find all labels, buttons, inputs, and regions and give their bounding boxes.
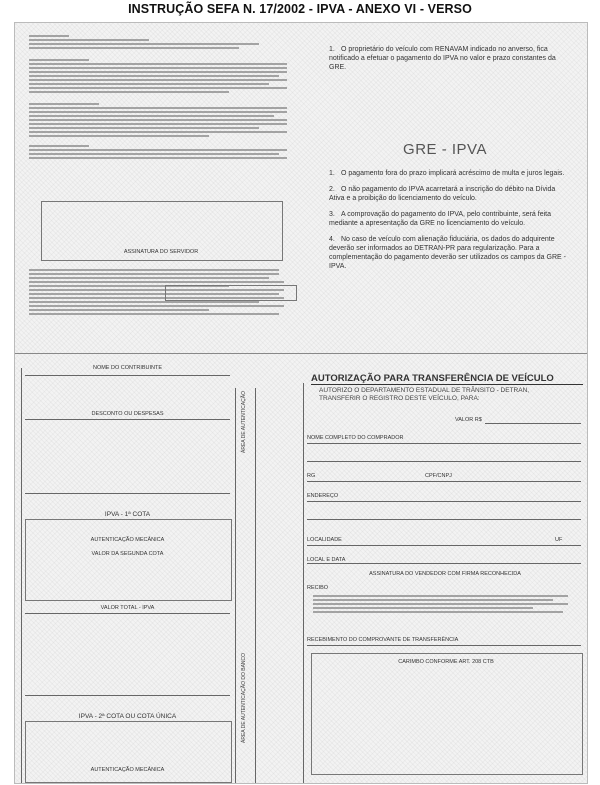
stub-label: IPVA - 2ª COTA OU COTA ÚNICA	[78, 713, 177, 720]
stub-auth-box-2	[25, 721, 232, 783]
instruction-text-block	[29, 33, 289, 161]
stamp-box	[311, 653, 583, 775]
field-nome: NOME COMPLETO DO COMPRADOR	[307, 435, 404, 441]
document-sheet	[14, 22, 588, 784]
field-uf: UF	[555, 537, 563, 543]
form-rule	[307, 545, 581, 546]
field-endereco: ENDEREÇO	[307, 493, 339, 499]
stub-divider	[235, 388, 236, 783]
middle-divider	[15, 353, 587, 354]
notice-item-1: 1. O proprietário do veículo com RENAVAM indicado no anverso, fica notificado a efetuar o pagamento do IPVA no valor e prazo constantes da GRE.	[329, 46, 556, 71]
notice-item: 2. O não pagamento do IPVA acarretará a inscrição do débito na Dívida Ativa e a proibição do licenciamento do veículo.	[329, 186, 556, 202]
vertical-label: ÁREA DE AUTENTICAÇÃO DO BANCO	[241, 652, 247, 743]
form-rule	[307, 443, 581, 444]
stub-rule	[25, 695, 230, 696]
form-rule	[307, 461, 581, 462]
notice-item: 3. A comprovação do pagamento do IPVA, pelo contribuinte, será feita mediante a apresentação da GRE no licenciamento do veículo.	[329, 211, 551, 227]
notice-item: 4. No caso de veículo com alienação fiduciária, os dados do adquirente deverão ser informados ao DETRAN-PR para regularização. Para a complementação do pagamento deverão ser utilizados os campos da GRE - IPVA.	[329, 236, 566, 270]
stamp-caption: CARIMBO CONFORME ART. 208 CTB	[398, 659, 494, 665]
fine-print-inner-box	[165, 285, 297, 301]
field-cpf: CPF/CNPJ	[425, 473, 452, 479]
stub-label: IPVA - 1ª COTA	[104, 511, 151, 518]
page-title: INSTRUÇÃO SEFA N. 17/2002 - IPVA - ANEXO VI - VERSO	[128, 2, 472, 16]
authorization-subtitle: AUTORIZO O DEPARTAMENTO ESTADUAL DE TRÂNSITO - DETRAN, TRANSFERIR O REGISTRO DESTE VEÍCULO, PARA:	[319, 387, 530, 402]
stub-left-edge	[21, 368, 22, 783]
authorization-title: AUTORIZAÇÃO PARA TRANSFERÊNCIA DE VEÍCULO	[311, 373, 583, 385]
stub-label: AUTENTICAÇÃO MECÂNICA	[90, 537, 165, 543]
stub-auth-box	[25, 519, 232, 601]
signature-caption: ASSINATURA DO SERVIDOR	[123, 249, 199, 255]
field-valor: VALOR R$	[455, 417, 482, 423]
form-rule	[307, 519, 581, 520]
field-local-data: LOCAL E DATA	[307, 557, 346, 563]
stub-rule	[25, 613, 230, 614]
form-rule	[307, 481, 581, 482]
stub-label: NOME DO CONTRIBUINTE	[92, 365, 163, 371]
stub-rule	[25, 375, 230, 376]
stub-divider-2	[255, 388, 256, 783]
stub-label: AUTENTICAÇÃO MECÂNICA	[90, 767, 165, 773]
recibo-text	[313, 593, 573, 615]
form-rule	[307, 501, 581, 502]
form-rule	[307, 645, 581, 646]
field-localidade: LOCALIDADE	[307, 537, 342, 543]
stub-label: VALOR DA SEGUNDA COTA	[91, 551, 164, 557]
gre-ipva-heading: GRE - IPVA	[403, 141, 487, 158]
stub-label: VALOR TOTAL - IPVA	[100, 605, 155, 611]
notice-item: 1. O pagamento fora do prazo implicará acréscimo de multa e juros legais.	[329, 170, 565, 177]
field-rg: RG	[307, 473, 316, 479]
form-rule	[307, 563, 581, 564]
stub-rule	[25, 493, 230, 494]
form-rule	[485, 423, 581, 424]
field-assinatura: ASSINATURA DO VENDEDOR COM FIRMA RECONHECIDA	[369, 571, 521, 577]
stub-rule	[25, 419, 230, 420]
notice-list	[329, 169, 569, 271]
field-recibo: RECIBO	[307, 585, 329, 591]
stub-divider-3	[303, 383, 304, 783]
vertical-label: ÁREA DE AUTENTICAÇÃO	[241, 391, 247, 453]
stub-label: DESCONTO OU DESPESAS	[91, 411, 164, 417]
field-recebimento: RECEBIMENTO DO COMPROVANTE DE TRANSFERÊNCIA	[307, 637, 459, 643]
